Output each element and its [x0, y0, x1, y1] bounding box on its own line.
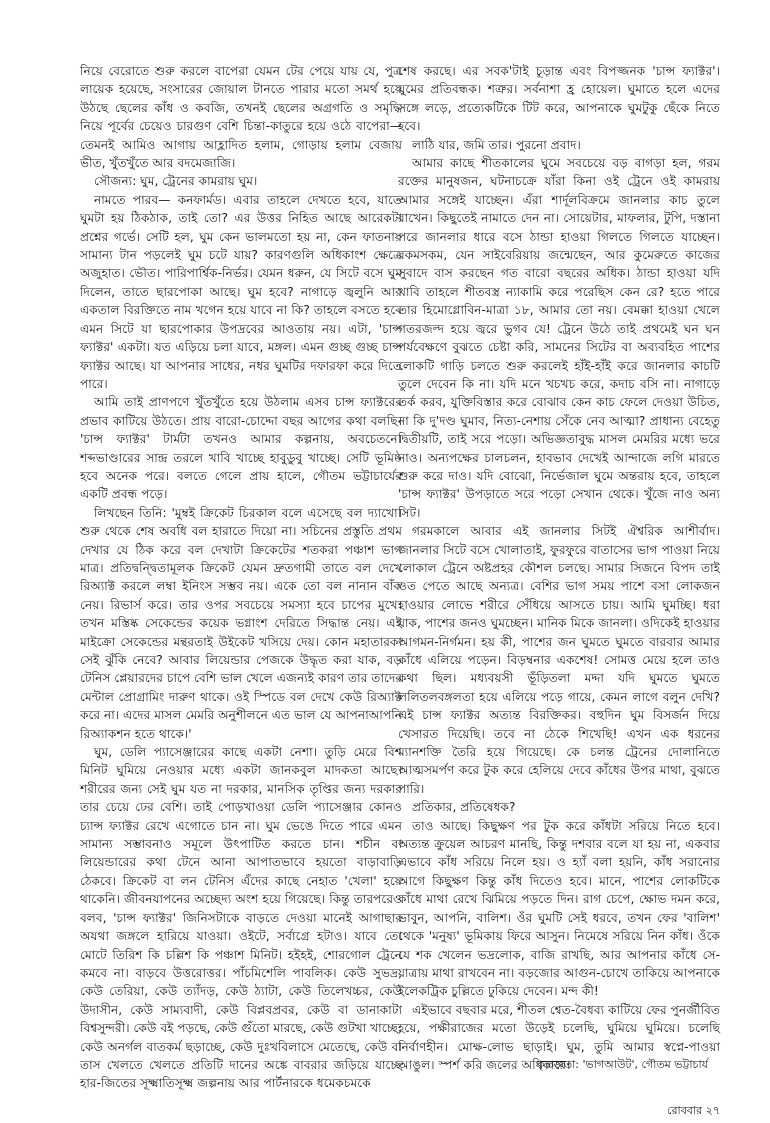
paragraph: গরমকালে আবার এই জানলার সিটই ঐশ্বরিক আশীর্বাদ। জানলার সিটে বসে খোলাতাই, ফুরফুরে বাতাসের ভাগ পাওয়া নিয়ে লোকাল ট্রেনে অষ্টপ্রহর কৌশল চলছে। সামার সিজনে বিপদ তাই ওত পেতে আছে অন্যত্র। বেশির ভাগ সময় পাশে বসা লোকজন হাওয়ার লোভে শরীরে সেঁধিয়ে আসতে চায়। আমি ঘুমচ্ছি। ধরা যাক, পাশের জনও ঘুমচ্ছেন। মানিক মিকে জানলা। ওদিকেই হাওয়ার আগমন-নির্গমন। হয় কী, পাশের জন ঘুমতে ঘুমতে বারবার আমার কাঁধে এলিয়ে পড়েন। বিড়ম্বনার একশেষ! সোমত্ত মেয়ে হলে তাও কথা ছিল। মধ্যবয়সী ভূঁড়িতলা মদ্দা যদি ঘুমতে ঘুমতে ললিতলবঙ্গলতা হয়ে এলিয়ে পড়ে গায়ে, কেমন লাগে বলুন দেখি? এই চান্স ফ্যাক্টর অত্যন্ত বিরক্তিকর। বহুদিন ঘুম বিসর্জন দিয়ে খেসারত দিয়েছি। তবে না ঠেকে শিখেছি! এখন এক ধরনের ম্যানশক্তি তৈরি হয়ে গিয়েছে। কে চলন্ত ট্রেনের দোলানিতে আত্মসমর্পণ করে টুক করে হেলিয়ে দেবে কাঁধের উপর মাথা, বুঝতে পারি। [398, 524, 720, 796]
paragraph: আমার কাছে শীতকালের ঘুমে সবচেয়ে বড় বাগড়া হল, গরম রক্তের মানুষজন, ঘটনাচক্রে যাঁরা কিনা ওই ট্রেনে ওই কামরায় আমার সঙ্গেই যাচ্ছেন। এঁরা শার্দূলবিক্রমে জানলার কাচ তুলে রাখেন। কিছুতেই নামাতে দেন না। সোয়েটার, মাফলার, টুপি, দস্তানা পরে জানলার ধারে বসে ঠান্ডা হাওয়া গিলতে গিলতে যাচ্ছেন। রকমসকম, যেন সাইবেরিয়ায় জন্মেছেন, আর কুমেরুতে কাজের সুবাদে বাস করছেন গত বারো বছরের অধিক। ঠান্ডা হাওয়া যদি খাবি তাহলে শীতবস্ত্র ন্যাকামি করে পরেছিস কেন রে? হতে পারে তার হিমোগ্লোবিন-মাত্রা ১৮, আমার তো নয়। বেমক্কা হাওয়া খেলে গতরজল্দ হয়ে জ্বরে ভুগব যে! ট্রেনে উঠে তাই প্রথমেই ঘন ঘন পর্যবেক্ষণে বুঝতে চেষ্টা করি, সামনের সিটের বা অব্যবহিত পাশের লোকটি গাড়ি চলতে শুরু করলেই হাঁই-হাঁই করে জানলার কাচটি তুলে দেবেন কি না। যদি মনে খচখচ করে, কদাচ বসি না। নাগাড়ে তর্ক করব, যুক্তিবিস্তার করে বোঝাব কেন কাচ ফেলে দেওয়া উচিত, না কি দু'দণ্ড ঘুমাব, নিত্য-নেশায় সেঁকে নেব আত্মা? প্রাধান্য বেহেতু দ্বিতীয়টি, তাই সরে পড়ো। অভিজ্ঞতাবুদ্ধ মাসল মেমরির মধ্যে ভরে নাও। অন্যপক্ষের চালচলন, হাবভাব দেখেই আন্দাজে লগি মারতে শুরু করে দাও। যদি বোঝো, নির্ভেজাল ঘুমে অন্তরায় হবে, তাহলে 'চান্স ফ্যাক্টর' উপড়াতে সরে পড়ো সেখান থেকে। খুঁজে নাও অন্য সিট। [398, 156, 720, 520]
paragraph: সৌজন্য: ঘুম, ট্রেনের কামরায় ঘুম। [94, 174, 258, 189]
paragraph: শেষ করছে। এর সবক'টাই চূড়ান্ত এবং বিপজ্জনক 'চান্স ফ্যাক্টর'। ঘুমের প্রতিবন্ধক। শত্রুর। সর্বনাশা হ্র হোয়েল। ঘুমাতে হলে এদের সঙ্গে লড়ে, প্রত্যেকটিকে টিট করে, আপনাকে ঘুমটুকু ছেঁকে নিতে হবে। [398, 64, 720, 134]
paragraph: তাও আছে। কিছুক্ষণ পর টুক করে কাঁধটা সরিয়ে নিতে হবে। অত্যন্ত ক্রুয়েল আচরণ মানছি, কিন্তু দশবার বলে যা হয় না, একবার এভাবে কাঁধ সরিয়ে নিলে হয়। ও হ্যাঁ বলা হয়নি, কাঁধ সরানোর আগে কিছুক্ষণ কিন্তু কাঁধ দিতেও হবে। মানে, পাশের লোকটিকে কাঁধে মাথা রেখে ঝিমিয়ে পড়তে দিন। রাগ চেপে, ক্ষোভ দমন করে, ভাবুন, আপনি, বালিশ। ওঁর ঘুমটি সেই ধরবে, তখন ফের 'বালিশ' থেকে 'মনুষ্য' ভূমিকায় ফিরে আসুন। নিমেষে সরিয়ে নিন কাঁধ। ওঁকে যে শক খেলেন ভদ্রলোক, বাজি রাখছি, আর আপনার কাঁধে সে-যাত্রায় মাথা রাখবেন না। বড়জোর আগুন-চোখে তাকিয়ে আপনাকে ইলেকট্রিক চুল্লিতে ঢুকিয়ে দেবেন। মন্দ কী! [398, 818, 720, 999]
left-column [80, 62, 402, 1091]
paragraph: নিয়ে বেরোতে শুরু করলে বাপেরা যেমন টের পেয়ে যায় যে, পুত্র লায়েক হয়েছে, সংসারের জোয়াল টানতে পারার মতো সমর্থ হয়ে উঠছে ছেলের কাঁধ ও কবজি, তখনই ছেলের অগ্রগতি ও সমৃদ্ধি নিয়ে পূর্বের চেয়েও চারগুণ বেশি চিন্তা-কাতুরে হয়ে ওঠে বাপেরা— তেমনই আমিও আগায় আহ্লাদিত হলাম, গোড়ায় হলাম বেজায় ভীত, খুঁতখুঁতে আর বদমেজাজি। [80, 64, 402, 171]
paragraph: ঘুম, ডেলি প্যাসেঞ্জারের কাছে একটা নেশা। তুড়ি মেরে বিশ মিনিট ঘুমিয়ে নেওয়ার মধ্যে একটা জানকবুল মাদকতা আছে। শরীরের জন্য সেই ঘুম যত না দরকার, মানসিক তৃপ্তির জন্য দরকার তার চেয়ে ঢের বেশি। তাই পোড়খাওয়া ডেলি প্যাসেঞ্জার কোনও চ্যান্স ফ্যাক্টর রেখে এগোতে চান না। ঘুম ভেঙে দিতে পারে এমন সামান্য সম্ভাবনাও সমূলে উৎপাটিত করতে চান। শচীন বা লিয়েন্ডারের কথা টেনে আনা আপাতভাবে হয়তো বাড়াবাড়ি ঠেকবে। ক্রিকেট বা লন টেনিস এঁদের কাছে নেহাত 'খেলা' হয়ে থাকেনি। জীবনযাপনের অচ্ছেদ্য অংশ হয়ে গিয়েছে। কিন্তু তারপরেও বলব, 'চান্স ফ্যাক্টর' জিনিসটাকে বাড়তে দেওয়া মানেই আগাছার অযথা জঙ্গলে হারিয়ে যাওয়া। ওইটে, সর্বাগ্রে হটাও। যাবে তো মোটে তিরিশ কি চল্লিশ কি পঞ্চাশ মিনিট। হইহই, শোরগোল ট্রেনে কমবে না। বাড়বে উত্তরোত্তর। পাঁচমিশেলি পাবলিক। কেউ সুভদ্র, কেউ তেরিয়া, কেউ ত্যাঁদড়, কেউ ঠ্যাটা, কেউ তিলেখচ্চর, কেউ উদাসীন, কেউ সাম্যবাদী, কেউ বিপ্লবপ্রবর, কেউ বা ডানাকাটা বিশ্বসুন্দরী। কেউ বই পড়ছে, কেউ গুঁতো মারছে, কেউ গুটখা খাচ্ছে, কেউ অনর্গল বাতকর্ম ছড়াচ্ছে, কেউ দুঃখবিলাসে মেতেছে, কেউ বা তাস খেলতে খেলতে প্রতিটি দানের অঙ্কে বাবরার জড়িয়ে যাচ্ছে হার-জিতের সূক্ষ্মাতিসূক্ষ্ম জল্পনায় আর পার্টনারকে ধমেকচমকে [80, 745, 402, 1091]
paragraph: লাঠি যার, জমি তার। পুরনো প্রবাদ। [412, 137, 581, 152]
paragraph: প্রতিকার, প্রতিষেধক? [412, 800, 516, 815]
page-footer: রোববার ২৭ [667, 1104, 720, 1117]
paragraph: এইভাবে বছবার মরে, শীতল শ্বেত-বৈধব্য কাটিয়ে ফের পুনর্জীবিত হয়ে, পক্ষীরাজের মতো উড়েই চলেছি, ঘুমিয়ে ঘুমিয়ে। চলেছি নির্বাণহীন। মোক্ষ-লোভ ছাড়াই। ঘুম, তুমি আমার স্বপ্নে-পাওয়া আঙুল। স্পর্শ করি জলের অধিকারে। [398, 1002, 720, 1072]
paragraph: আমি তাই প্রাণপণে খুঁতখুঁতে হয়ে উঠলাম এসব চান্স ফ্যাক্টরের প্রভাব কাটিয়ে উঠতে। প্রায় বারো-চোদ্দো বছর আগের কথা বলছি। 'চান্স ফ্যাক্টর' টার্মটা তখনও আমার কল্পনায়, অবচেতনে। শব্দভাণ্ডারের সান্দ্র তরলে খাবি খাচ্ছে হাবুডুবু খাচ্ছে। সেটি ভূমিষ্ঠ হবে অনেক পরে। বলতে গেলে প্রায় হালে, গৌতম ভট্টাচার্যের একটি প্রবন্ধ পড়ে। [80, 395, 402, 502]
paragraph: নামতে পারব— কনফার্মড। এবার তাহলে দেখতে হবে, যাতে ঘুমটা হয় ঠিকঠাক, তাই তো? এর উত্তর নিহিত আছে আরেকটা প্রশ্নের গর্ভে। সেটি হল, ঘুম কেন ভালমতো হয় না, কেন ফাতনায় সামান্য টান পড়লেই ঘুম চটে যায়? কারণগুলি অধিকাংশ ক্ষেত্রে অজুহাত। ভৌত। পারিপার্শ্বিক-নির্ভর। যেমন ধরুন, যে সিটে বসে ঘুম দিলেন, তাতে ছারপোকা আছে। ঘুম হবে? নাগাড়ে জ্বলুনি আর একতাল বিরক্তিতে নাম খগেন হয়ে যাবে না কি? তাহলে বসতে হবে এমন সিটে যা ছারপোকার উপদ্রবের আওতায় নয়। এটা, 'চান্স ফ্যাক্টর' একটা। যত এড়িয়ে চলা যাবে, মঙ্গল। এমন গুচ্ছ গুচ্ছ চান্স ফ্যাক্টর আছে। যা আপনার সাধের, নধর ঘুমটির দফারফা করে দিতে পারে। [80, 192, 402, 391]
credit-line: কৃতজ্ঞতা: 'ভাগআউট', গৌতম ভট্টাচার্য [537, 1058, 708, 1071]
paragraph: লিখছেন তিনি: 'মুম্বই ক্রিকেট চিরকাল বলে এসেছে বল দ্যাখো। শুরু থেকে শেষ অবধি বল হারাতে দিয়ো না। সচিনের প্রস্তুতি প্রথম দেখার যে ঠিক করে বল দেখাটা ক্রিকেটের শতকরা পঞ্চাশ ভাগ মাত্র। প্রতিদ্বন্দ্বিতামূলক ক্রিকেট যেমন দ্রুতগামী তাতে বল দেখে রিঅ্যাক্ট করলে লম্বা ইনিংস সম্ভব নয়। একে তো বল নানান বাঁক নেয়। রিভার্স করে। তার ওপর সবচেয়ে সমস্যা হবে চাপের মুখে। তখন মস্তিষ্ক সেকেন্ডের কয়েক ভগ্নাংশ দেরিতে সিদ্ধান্ত নেয়। এই মাইক্রো সেকেন্ডের মন্থরতাই উইকেট খসিয়ে দেয়। কোন মহাতারকা সেই ঝুঁকি নেবে? আবার লিয়েন্ডার পেজকে উদ্ধৃত করা যাক, বড় টেনিস প্লেয়ারদের চাপে বেশি ভাল খেলে এজন্যই কারণ তার তাদের মেন্টাল প্রোগ্রামিং দারুণ থাকে। ওই স্পিডে বল দেখে কেউ রিঅ্যাক্ট করে না। এদের মাসল মেমরি অনুশীলনে এত ভাল যে আপনাআপনি রিঅ্যাকশন হতে থাকে।' [80, 505, 402, 741]
